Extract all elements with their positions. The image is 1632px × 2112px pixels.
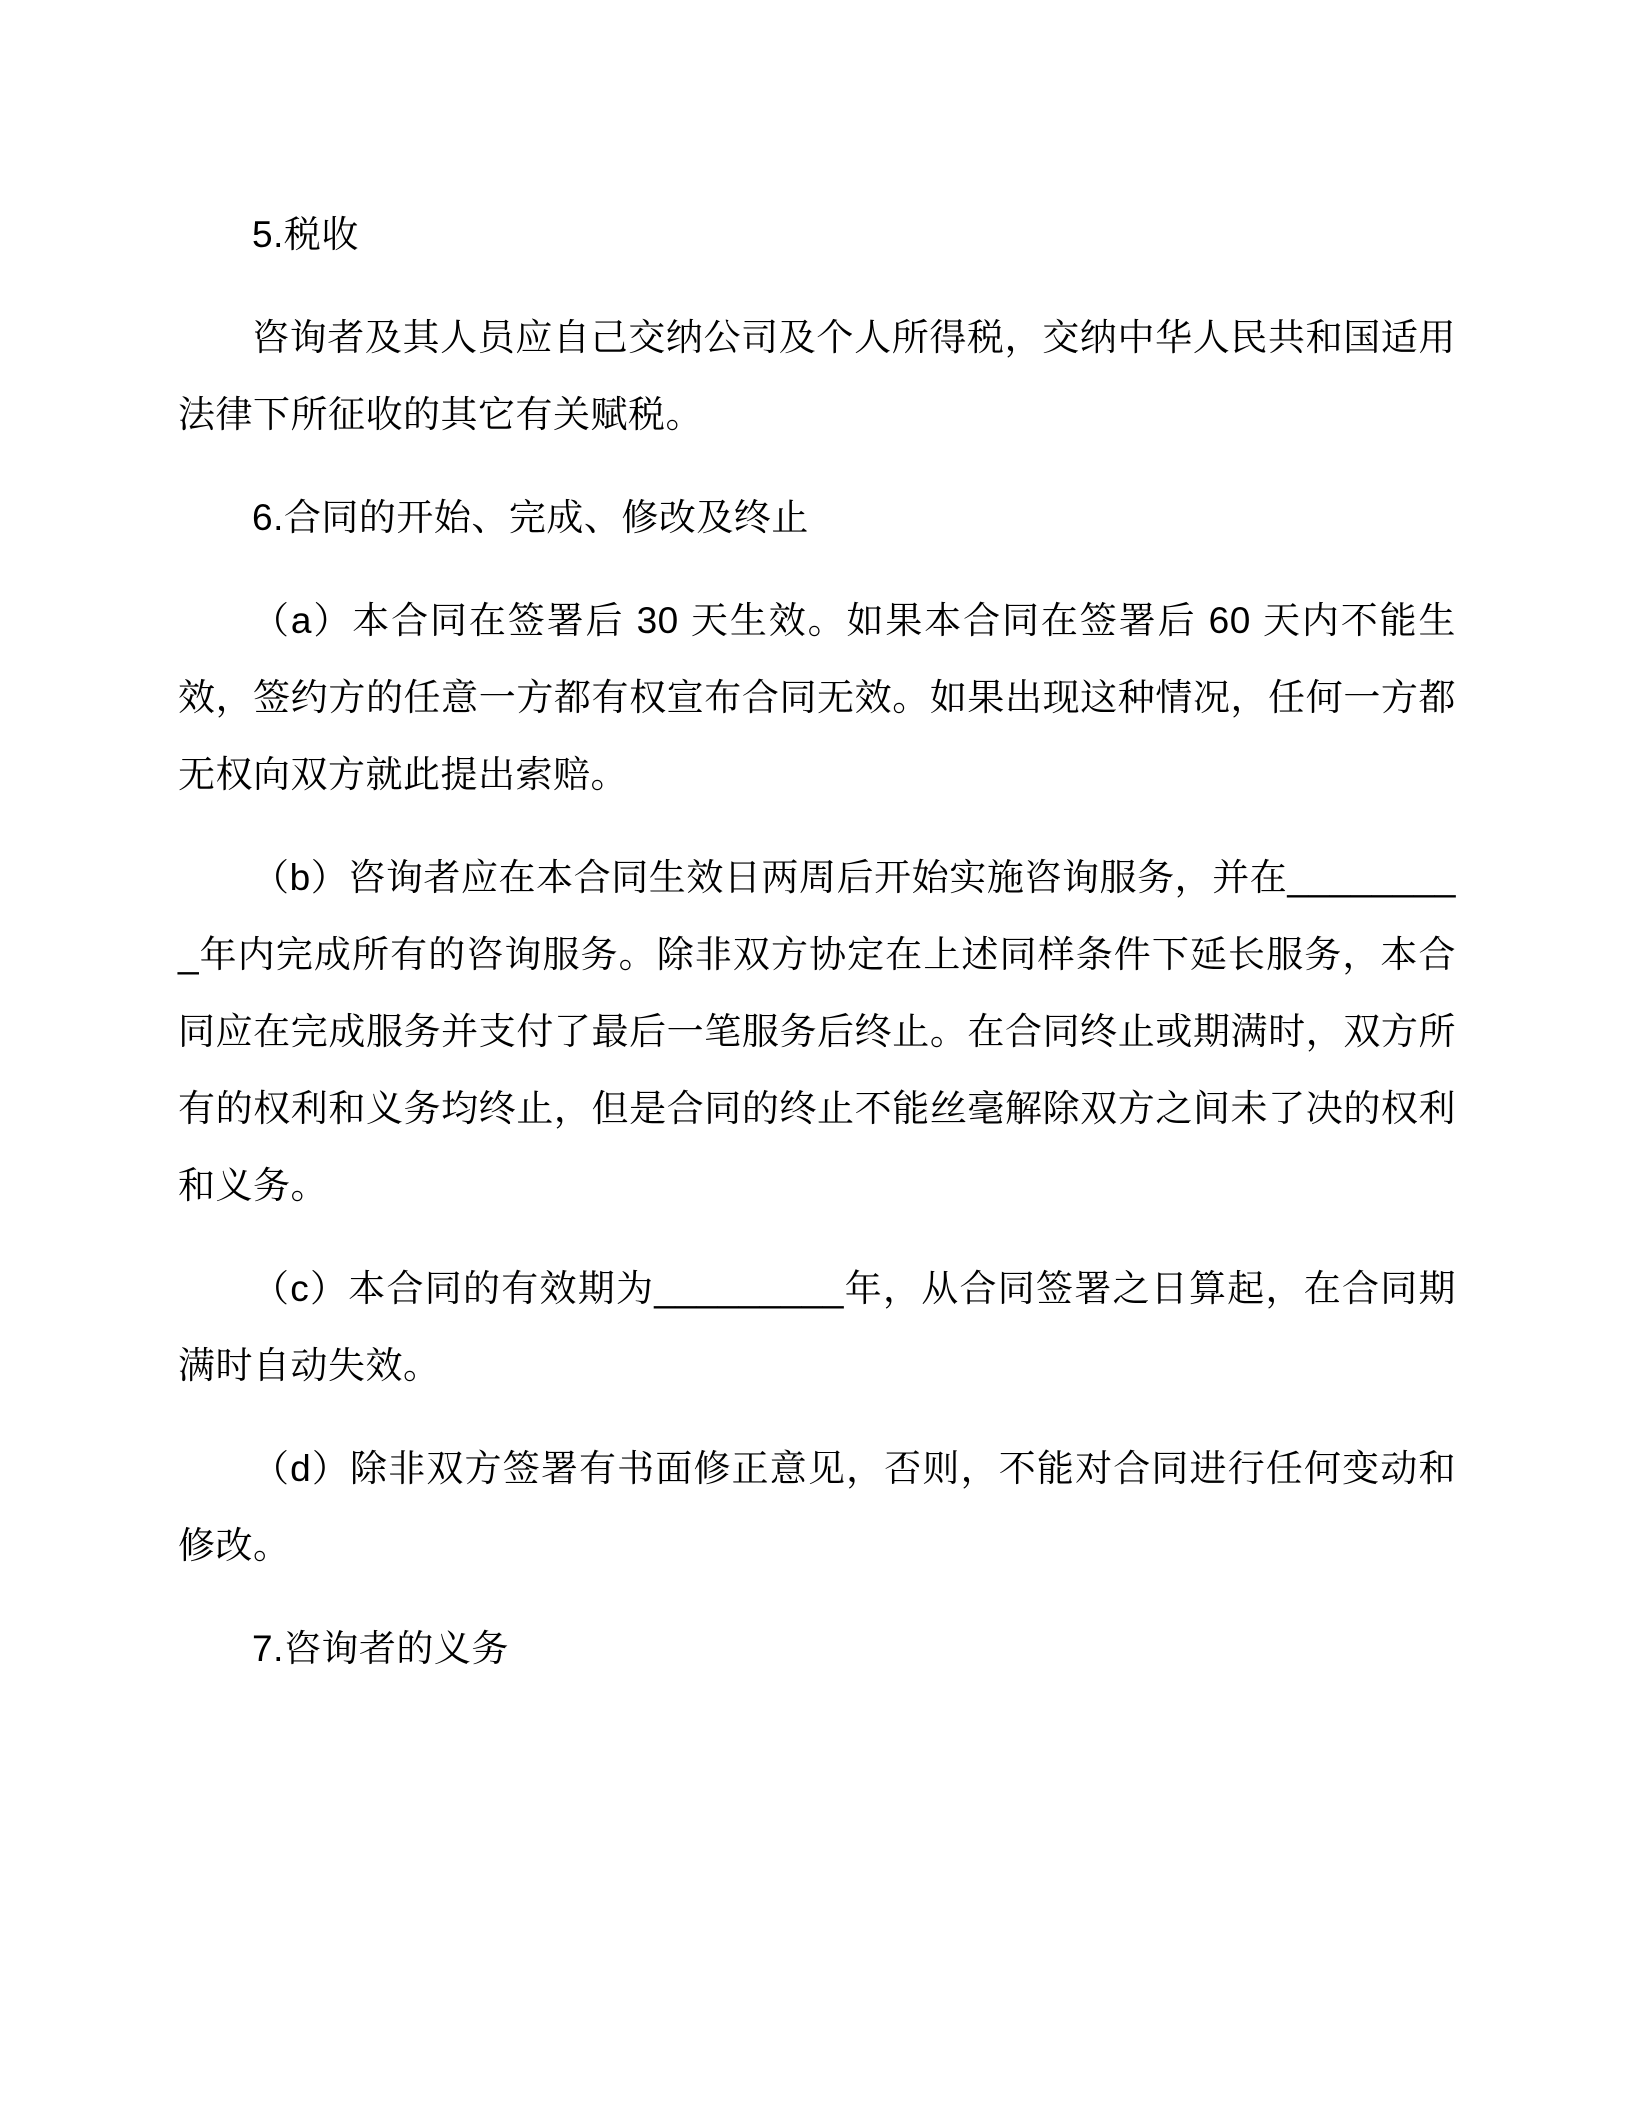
heading-2: 6.合同的开始、完成、修改及终止 bbox=[252, 497, 809, 538]
paragraph-5: （c）本合同的有效期为_________年，从合同签署之日算起，在合同期满时自动失效。 bbox=[178, 1268, 1456, 1386]
paragraph-4: （b）咨询者应在本合同生效日两周后开始实施咨询服务，并在_________年内完成所有的咨询服务。除非双方协定在上述同样条件下延长服务，本合同应在完成服务并支付了最后一笔服务后终止。在合同终止或期满时，双方所有的权利和义务均终止，但是合同的终止不能丝毫解除双方之间未了决的权利和义务。 bbox=[178, 857, 1456, 1206]
document-content bbox=[178, 196, 1456, 1713]
heading-7: 7.咨询者的义务 bbox=[252, 1628, 509, 1669]
paragraph-6: （d）除非双方签署有书面修正意见，否则，不能对合同进行任何变动和修改。 bbox=[178, 1448, 1456, 1566]
paragraph-1: 咨询者及其人员应自己交纳公司及个人所得税，交纳中华人民共和国适用法律下所征收的其它有关赋税。 bbox=[178, 317, 1456, 435]
heading-0: 5.税收 bbox=[252, 214, 359, 255]
paragraph-3: （a）本合同在签署后 30 天生效。如果本合同在签署后 60 天内不能生效，签约方的任意一方都有权宣布合同无效。如果出现这种情况，任何一方都无权向双方就此提出索赔。 bbox=[178, 600, 1456, 795]
